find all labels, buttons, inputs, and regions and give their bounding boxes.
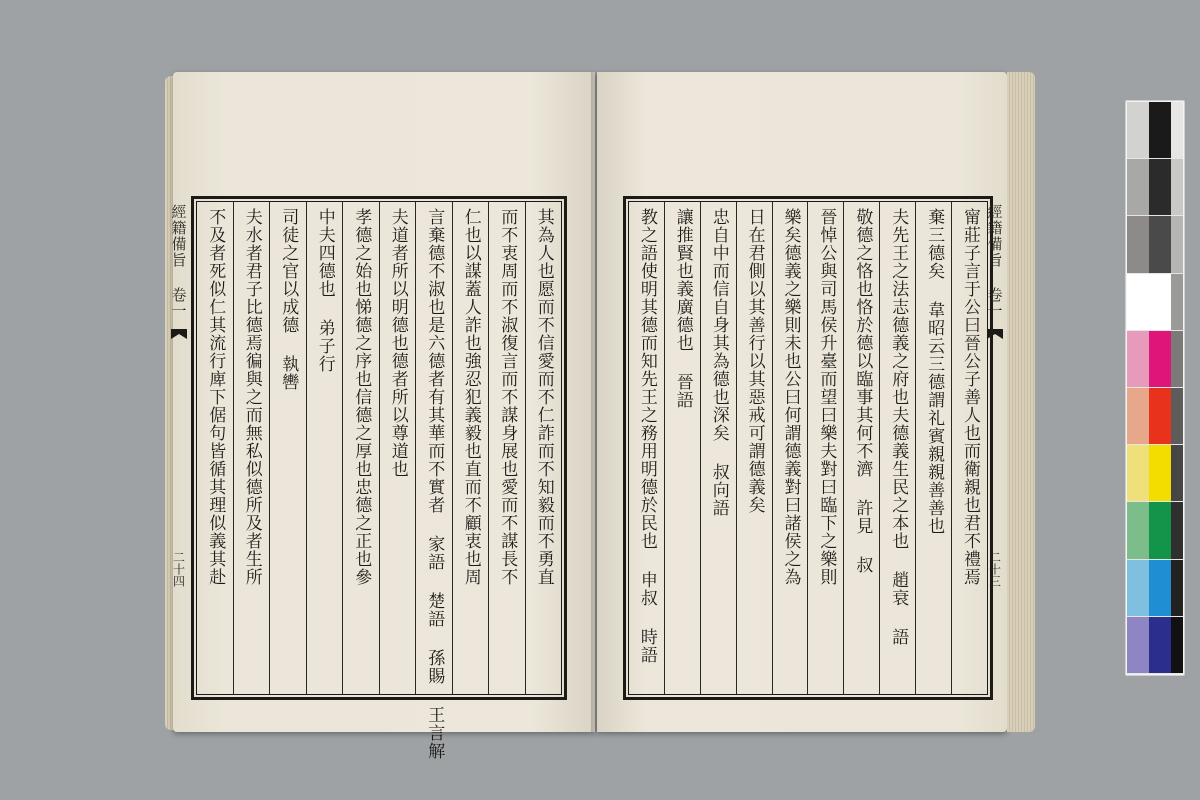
color-swatch [1171, 388, 1183, 444]
text-column [233, 202, 270, 694]
color-swatch [1171, 216, 1183, 272]
color-swatch [1127, 274, 1149, 330]
text-column [807, 202, 843, 694]
column-text: 夫先王之法志德義之府也夫德義生民之本也 趙衰 語 [888, 208, 909, 646]
color-swatch [1149, 617, 1171, 673]
right-margin-title: 經籍備旨 卷一 [985, 204, 1004, 319]
column-text: 樂矣德義之樂則未也公曰何謂德義對曰諸侯之為 [780, 208, 801, 586]
color-target-row [1127, 159, 1183, 216]
color-target-row [1127, 388, 1183, 445]
color-swatch [1127, 560, 1149, 616]
left-text-frame [191, 196, 567, 760]
text-column [525, 202, 562, 694]
color-swatch [1127, 388, 1149, 444]
column-text: 教之語使明其德而知先王之務用明德於民也 申叔 時語 [636, 208, 657, 664]
color-target-row [1127, 445, 1183, 502]
column-text: 甯莊子言于公曰晉公子善人也而衛親也君不禮焉 [960, 208, 981, 586]
column-text: 孝德之始也悌德之序也信德之厚也忠德之正也參 [351, 208, 372, 586]
color-swatch [1149, 216, 1171, 272]
text-column [772, 202, 808, 694]
column-text: 日在君側以其善行以其惡戒可謂德義矣 [744, 208, 765, 514]
column-text: 仁也以謀蓋人詐也強忍犯義毅也直而不顧衷也周 [460, 208, 481, 586]
text-column [700, 202, 736, 694]
color-swatch [1127, 445, 1149, 501]
color-swatch [1127, 159, 1149, 215]
color-swatch [1127, 216, 1149, 272]
color-target-row [1127, 331, 1183, 388]
color-swatch [1171, 560, 1183, 616]
color-swatch [1127, 331, 1149, 387]
text-column [379, 202, 416, 694]
right-page-edges [1007, 72, 1035, 732]
right-margin-label [985, 196, 1005, 694]
color-swatch [1171, 159, 1183, 215]
color-target-row [1127, 617, 1183, 674]
right-page [597, 72, 1007, 732]
text-column [452, 202, 489, 694]
text-column [951, 202, 987, 694]
left-margin-label [169, 196, 189, 694]
color-swatch [1127, 502, 1149, 558]
color-swatch [1171, 617, 1183, 673]
color-swatch [1149, 159, 1171, 215]
color-target-row [1127, 216, 1183, 273]
column-text: 司徒之官以成德 執轡 [278, 208, 299, 391]
left-margin-title: 經籍備旨 卷一 [169, 204, 188, 319]
text-column [664, 202, 700, 694]
column-text: 棄三德矣 韋昭云三德謂礼賓親親善善也 [924, 208, 945, 535]
text-column [629, 202, 664, 694]
column-text: 不及者死似仁其流行庳下倨句皆循其理似義其赴 [205, 208, 226, 586]
color-swatch [1127, 617, 1149, 673]
column-text: 晉悼公與司馬侯升臺而望曰樂夫對曰臨下之樂則 [816, 208, 837, 586]
fishtail-mark [171, 329, 187, 339]
column-text: 夫道者所以明德也德者所以尊道也 [387, 208, 408, 478]
column-text: 而不衷周而不淑復言而不謀身展也愛而不謀長不 [497, 208, 518, 586]
column-text: 言棄德不淑也是六德者有其華而不實者 家語 楚語 孫賜 王言解 [424, 208, 445, 760]
text-column [843, 202, 879, 694]
color-swatch [1171, 331, 1183, 387]
column-text: 夫水者君子比德焉徧與之而無私似德所及者生所 [241, 208, 262, 586]
fishtail-mark [987, 329, 1003, 339]
color-swatch [1171, 102, 1183, 158]
color-target-row [1127, 274, 1183, 331]
text-column [197, 202, 233, 694]
right-text-frame [623, 196, 993, 700]
left-page [169, 72, 595, 760]
column-text: 讓推賢也義廣德也 晉語 [672, 208, 693, 409]
color-calibration-target [1125, 100, 1185, 676]
color-swatch [1149, 560, 1171, 616]
text-column [736, 202, 772, 694]
right-page-number: 二十三 [987, 551, 1002, 587]
column-text: 敬德之恪也恪於德以臨事其何不濟 許見 叔 [852, 208, 873, 574]
color-target-row [1127, 560, 1183, 617]
column-text: 忠自中而信自身其為德也深矣 叔向語 [708, 208, 729, 517]
color-swatch [1149, 102, 1171, 158]
text-column [306, 202, 343, 694]
text-column [342, 202, 379, 694]
color-swatch [1149, 388, 1171, 444]
color-swatch [1149, 274, 1171, 330]
color-swatch [1149, 331, 1171, 387]
color-swatch [1149, 502, 1171, 558]
column-text: 其為人也愿而不信愛而不仁詐而不知毅而不勇直 [533, 208, 554, 586]
color-target-row [1127, 502, 1183, 559]
color-swatch [1149, 445, 1171, 501]
left-page-number: 二十四 [171, 551, 186, 587]
color-swatch [1127, 102, 1149, 158]
color-swatch [1171, 445, 1183, 501]
text-column [269, 202, 306, 694]
text-column [879, 202, 915, 694]
text-column [488, 202, 525, 694]
color-swatch [1171, 274, 1183, 330]
open-book [165, 66, 1035, 760]
column-text: 中夫四德也 弟子行 [314, 208, 335, 373]
text-column [915, 202, 951, 694]
color-swatch [1171, 502, 1183, 558]
color-target-row [1127, 102, 1183, 159]
text-column [415, 202, 452, 760]
